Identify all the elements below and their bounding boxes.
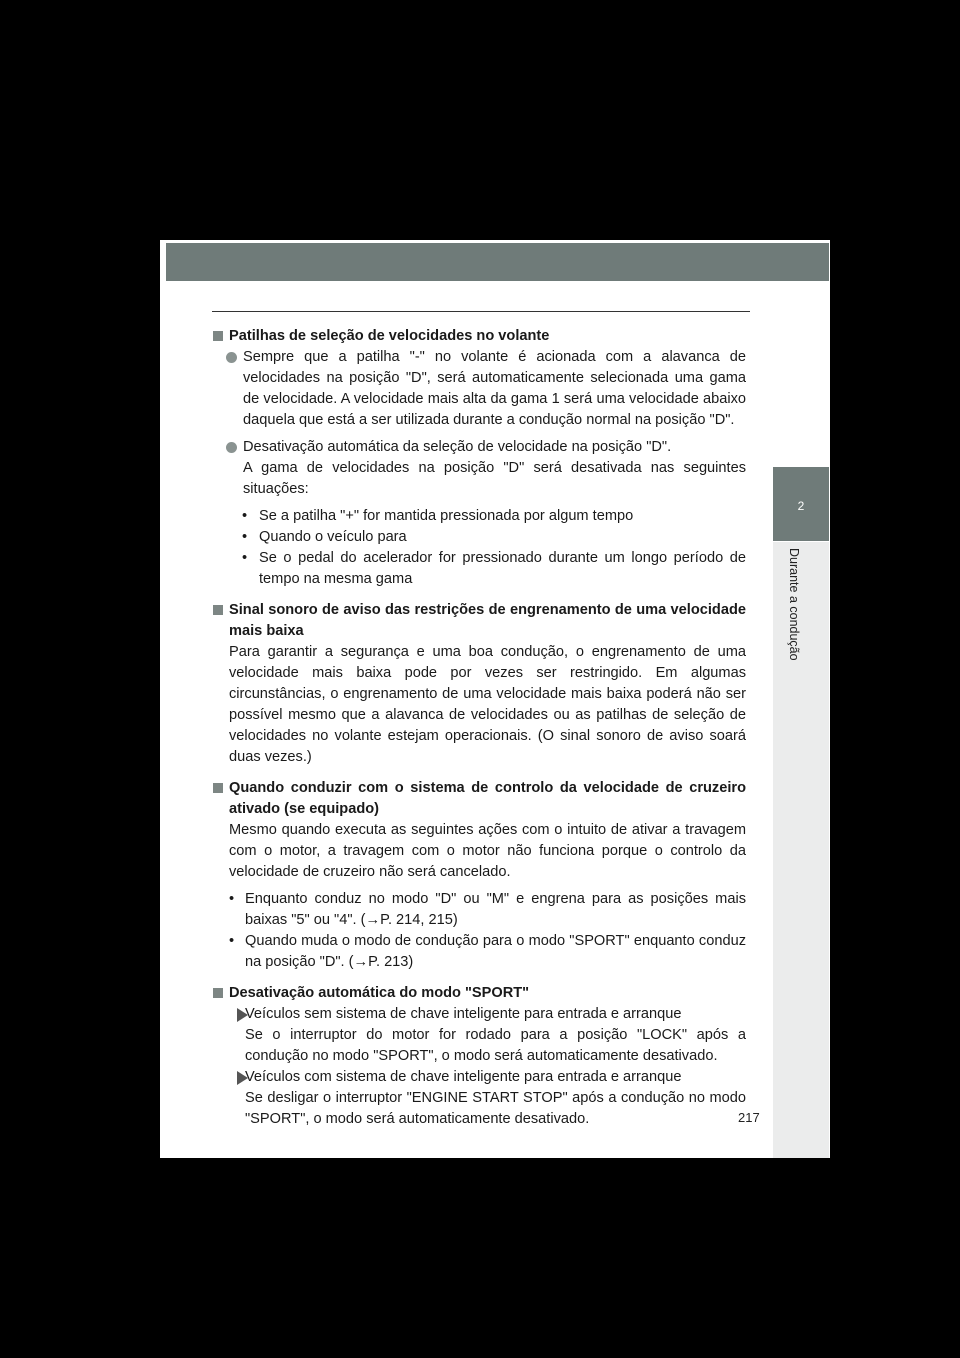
dot-item-line: Desativação automática da seleção de velocidade na posição "D". [243, 439, 672, 455]
bullet-list [213, 506, 746, 590]
page-content [213, 326, 746, 1130]
list-item: • Quando muda o modo de condução para o modo "SPORT" enquanto conduz na posição "D". (→P. 213) [229, 933, 746, 970]
section-body: Para garantir a segurança e uma boa condução, o engrenamento de uma velocidade mais baixa pode por vezes ser restringido. Em algumas circunstâncias, o engrenamento de uma velocidade mais baixa poderá não ser possível mesmo que a alavanca de velocidades ou as patilhas de seleção de velocidades no volante estejam operacionais. (O sinal sonoro de aviso soará duas vezes.) [229, 644, 746, 765]
section-title: Patilhas de seleção de velocidades no volante [213, 326, 746, 347]
section-cruise-control [213, 778, 746, 973]
section-sport-mode [213, 983, 746, 1130]
section-body: Mesmo quando executa as seguintes ações com o intuito de ativar a travagem com o motor, a travagem com o motor não funciona porque o controlo da velocidade de cruzeiro não será cancelado. [229, 822, 746, 880]
square-bullet-icon [213, 988, 223, 998]
square-bullet-icon [213, 331, 223, 341]
dot-item [213, 437, 746, 500]
dot-item: Sempre que a patilha "-" no volante é acionada com a alavanca de velocidades na posição "D", será automaticamente selecionada uma gama de velocidade. A velocidade mais alta da gama 1 será uma velocidade abaixo daquela que está a ser utilizada durante a condução normal na posição "D". [213, 347, 746, 431]
circle-bullet-icon [226, 352, 237, 363]
dot-item-line: A gama de velocidades na posição "D" será desativada nas seguintes situações: [243, 460, 746, 497]
header-rule [212, 311, 750, 312]
section-title: Quando conduzir com o sistema de controlo da velocidade de cruzeiro ativado (se equipado) [213, 778, 746, 820]
triangle-arrow-icon [237, 1071, 248, 1085]
section-paddle-shifters [213, 326, 746, 590]
arrow-item-body: Se o interruptor do motor for rodado para a posição "LOCK" após a condução no modo "SPORT", o modo será automaticamente desativado. [245, 1027, 746, 1064]
chapter-tab [773, 467, 829, 541]
square-bullet-icon [213, 783, 223, 793]
triangle-arrow-icon [237, 1008, 248, 1022]
section-title: Sinal sonoro de aviso das restrições de engrenamento de uma velocidade mais baixa [213, 600, 746, 642]
arrow-item: Veículos com sistema de chave inteligente para entrada e arranque [213, 1067, 746, 1088]
list-item: • Enquanto conduz no modo "D" ou "M" e engrena para as posições mais baixas "5" ou "4". (→P. 214, 215) [229, 891, 746, 928]
section-title: Desativação automática do modo "SPORT" [213, 983, 746, 1004]
bullet-list [213, 889, 746, 973]
page-header-band [166, 243, 829, 281]
chapter-side-strip [773, 542, 829, 1158]
square-bullet-icon [213, 605, 223, 615]
chapter-number: 2 [797, 499, 805, 513]
chapter-label: Durante a condução [787, 548, 801, 661]
arrow-item: Veículos sem sistema de chave inteligente para entrada e arranque [213, 1004, 746, 1025]
arrow-item-body: Se desligar o interruptor "ENGINE START STOP" após a condução no modo "SPORT", o modo será automaticamente desativado. [245, 1090, 746, 1127]
section-downshift-warning [213, 600, 746, 768]
list-item: • Se a patilha "+" for mantida pressionada por algum tempo [242, 508, 634, 524]
list-item: • Se o pedal do acelerador for pressionado durante um longo período de tempo na mesma gama [242, 550, 746, 587]
page-number: 217 [738, 1110, 760, 1125]
circle-bullet-icon [226, 442, 237, 453]
list-item: • Quando o veículo para [242, 529, 407, 545]
